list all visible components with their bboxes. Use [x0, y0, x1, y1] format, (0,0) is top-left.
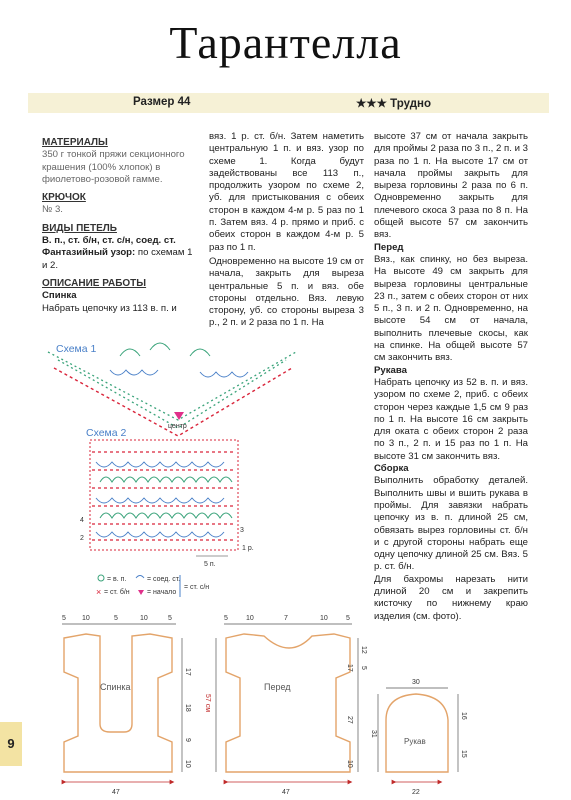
col3-paragraph-1: высоте 37 см от начала закрыть для проймы 2 раза по 3 п., 2 п. и 3 раза по 1 п. На высоте 17 см от начала проймы закрыть для выреза горловины 2 раза по 6 п. Одновременно закрыть для плечевого скоса 3 раза по 8 п. На общей высоте 57 см закончить вяз.: [374, 131, 528, 241]
back-top-dim-5: 5: [168, 615, 172, 622]
materials-heading: МАТЕРИАЛЫ: [42, 137, 108, 148]
front-right-dim-1: 12: [360, 646, 367, 654]
difficulty-label: ★★★ Трудно: [356, 98, 431, 110]
fringe-text: Для бахромы нарезать нити длиной 20 см и закрепить кисточку по нижнему краю изделия (см. фото).: [374, 573, 528, 622]
front-bottom-dim: 47: [282, 789, 290, 796]
front-top-dim-5: 5: [346, 615, 350, 622]
page-number: 9: [0, 722, 22, 766]
legend-stbn: = ст. б/н: [104, 589, 130, 596]
front-outline: [226, 634, 350, 772]
size-label: Размер 44: [133, 96, 191, 108]
col2-paragraph-2: Одновременно на высоте 19 см от начала, закрыть для выреза центральные 5 п. и вяз. обе стороны отдельно. Вяз. левую сторону, уб. со стороны выреза 3 р., 2 п. и 2 раза по 1 п. На: [209, 255, 364, 329]
front-right-dim-4: 27: [346, 716, 353, 724]
back-top-dim-2: 10: [82, 615, 90, 622]
front-top-dim-2: 10: [246, 615, 254, 622]
page-title: Тарантелла: [169, 17, 402, 68]
sleeve-text: Набрать цепочку из 52 в. п. и вяз. узором по схеме 2, приб. с обеих сторон через каждые 1,5 см 9 раз по 1 п. На высоте 16 см закрыть для оката с обеих сторон 2 раза по 3 п., 2 п. и 15 раз по 1 п. На высоте 31 см закончить вяз.: [374, 376, 528, 462]
legend-soed: = соед. ст.: [147, 576, 181, 583]
back-pattern: [62, 615, 191, 796]
scheme-2-label: Схема 2: [86, 427, 127, 439]
pattern-value: по схемам 1 и 2.: [42, 247, 193, 271]
loops-heading: ВИДЫ ПЕТЕЛЬ: [42, 222, 117, 234]
front-top-dim-3: 7: [284, 615, 288, 622]
single-crochet-icon: ×: [96, 587, 102, 597]
assembly-heading: Сборка: [374, 463, 409, 475]
back-label: Спинка: [100, 682, 131, 692]
legend-vp: = в. п.: [107, 576, 127, 583]
sleeve-left-dim: 31: [370, 730, 377, 738]
front-right-dim-3: 17: [346, 664, 353, 672]
sleeve-right-dim: 16: [460, 712, 467, 720]
sleeve-label: Рукав: [404, 737, 426, 746]
row-2-label: 2: [80, 535, 84, 542]
front-right-dim-5: 10: [346, 760, 353, 768]
back-top-dim-4: 10: [140, 615, 148, 622]
sleeve-outline: [386, 694, 448, 772]
sleeve-heading: Рукава: [374, 364, 407, 376]
back-heading: Спинка: [42, 290, 77, 302]
front-text: Вяз., как спинку, но без выреза. На высоте 49 см закрыть для выреза горловины центральные 23 п., затем с обеих сторон от них 5 п., 3 п. и 2 п. Одновременно, на высоте 54 см от начала, выполнить плечевые скосы, как на спинке. На общей высоте 57 см закончить вяз.: [374, 253, 528, 364]
sleeve-pattern: [370, 679, 467, 796]
back-text: Набрать цепочку из 113 в. п. и: [42, 302, 177, 314]
row-4-label: 4: [80, 517, 84, 524]
back-outline: [64, 634, 172, 772]
front-top-dim-1: 5: [224, 615, 228, 622]
back-right-dim-4: 10: [184, 760, 191, 768]
pattern-label: Фантазийный узор:: [42, 247, 136, 259]
back-right-dim-1: 17: [184, 668, 191, 676]
front-left-dim: 57 см: [204, 694, 211, 713]
front-right-dim-2: 5: [360, 666, 367, 670]
sleeve-mid-dim: 15: [460, 750, 467, 758]
back-top-dim-1: 5: [62, 615, 66, 622]
materials-text: 350 г тонкой пряжи секционного крашения (100% хлопок) в фиолетово-розовой гамме.: [42, 149, 185, 185]
hook-heading: КРЮЧОК: [42, 192, 86, 204]
back-top-dim-3: 5: [114, 615, 118, 622]
front-heading: Перед: [374, 241, 404, 253]
legend-nachalo: = начало: [147, 589, 177, 596]
back-right-dim-2: 18: [184, 704, 191, 712]
front-label: Перед: [264, 682, 291, 692]
work-heading: ОПИСАНИЕ РАБОТЫ: [42, 277, 147, 289]
front-top-dim-4: 10: [320, 615, 328, 622]
repeat-label: 5 п.: [204, 561, 216, 568]
scheme-1-label: Схема 1: [56, 343, 97, 355]
col2-paragraph-1: вяз. 1 р. ст. б/н. Затем наметить центральную 1 п. и вяз. узор по схеме 1. Когда будут задействованы все 113 п., продолжить узором по схеме 2, уб. для пристыкования с обеих сторон в каждом 4-м р. 5 раз по 1 п. Затем вяз. 4 р. прямо и приб. с обеих сторон в каждом 4-м р. 5 раз по 1 п.: [209, 131, 364, 253]
assembly-text: Выполнить обработку деталей. Выполнить швы и вшить рукава в проймы. Для завязки набрать цепочку из в. п. длиной 25 см, обвязать вырез горловины ст. б/н и с другой стороны набрать еще одну цепочку длиной 25 см. Вяз. 5 р. ст. б/н.: [374, 475, 528, 573]
loops-text: В. п., ст. б/н, ст. с/н, соед. ст.: [42, 235, 176, 247]
row-3-label: 3: [240, 527, 244, 534]
legend-stsn: = ст. с/н: [184, 584, 210, 591]
back-bottom-dim: 47: [112, 789, 120, 796]
hook-text: № 3.: [42, 204, 63, 216]
sleeve-top-dim: 30: [412, 679, 420, 686]
sleeve-bottom-dim: 22: [412, 789, 420, 796]
row-1-label: 1 р.: [242, 545, 254, 552]
back-right-dim-3: 9: [184, 738, 191, 742]
center-label: центр: [168, 423, 187, 430]
front-pattern: [204, 615, 367, 796]
